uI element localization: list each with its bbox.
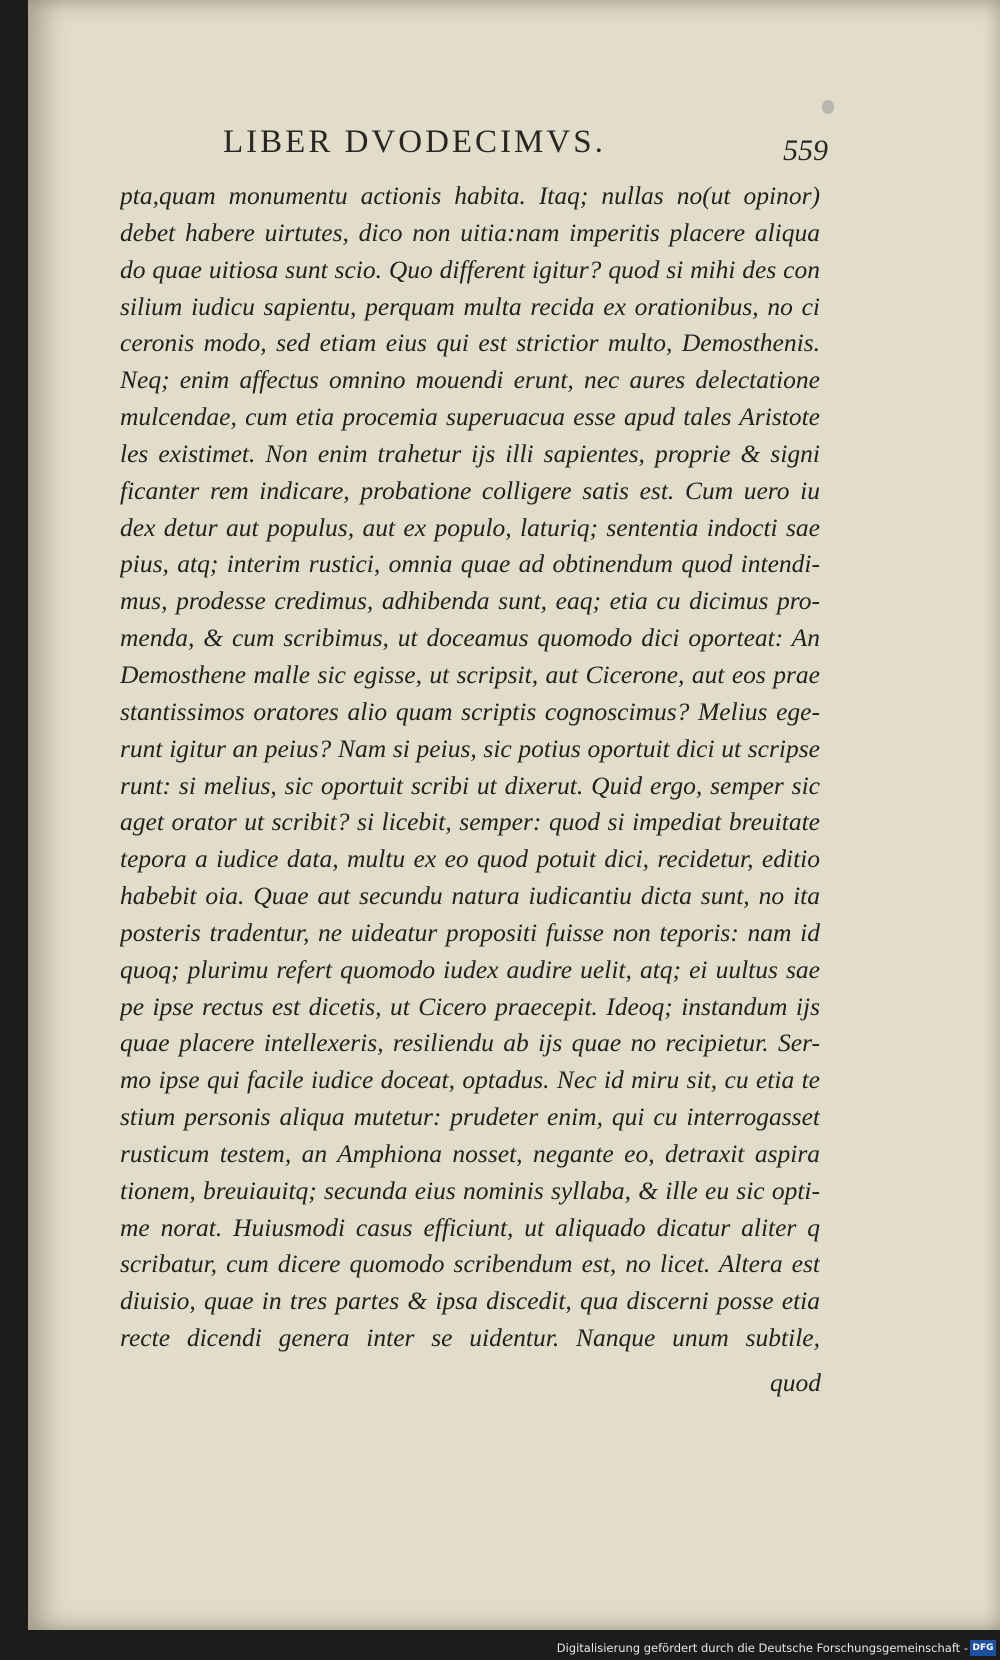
text-line: Neq; enim affectus omnino mouendi erunt, nec aures delectatione [120,365,820,395]
text-line: scribatur, cum dicere quomodo scribendum est, no licet. Altera est [120,1249,820,1279]
body-text [120,178,820,1357]
running-head: LIBER DVODECIMVS. [223,124,606,160]
text-line: dex detur aut populus, aut ex populo, laturiq; sententia indocti sae [120,512,820,542]
text-line: posteris tradentur, ne uideatur propositi fuisse non teporis: nam id [120,917,820,947]
text-line: runt: si melius, sic oportuit scribi ut dixerut. Quid ergo, semper sic [120,770,820,800]
text-line: me norat. Huiusmodi casus efficiunt, ut aliquado dicatur aliter q [120,1212,820,1242]
text-line: rusticum testem, an Amphiona nosset, negante eo, detraxit aspira [120,1138,820,1168]
text-line: silium iudicu sapientu, perquam multa recida ex orationibus, no ci [120,291,820,321]
text-line: Demosthene malle sic egisse, ut scripsit, aut Cicerone, aut eos prae [120,659,820,689]
text-line: mus, prodesse credimus, adhibenda sunt, eaq; etia cu dicimus pro- [120,586,820,616]
text-line: mulcendae, cum etia procemia superuacua esse apud tales Aristote [120,402,820,432]
scanned-page [28,0,1000,1630]
text-line: ceronis modo, sed etiam eius qui est strictior multo, Demosthenis. [120,328,820,358]
text-line: habebit oia. Quae aut secundu natura iudicantiu dicta sunt, no ita [120,881,820,911]
text-line: quae placere intellexeris, resiliendu ab ijs quae no recipietur. Ser- [120,1028,820,1058]
paper-stain [822,100,834,114]
catchword: quod [770,1368,821,1397]
text-line: quoq; plurimu refert quomodo iudex audire uelit, atq; ei uultus sae [120,954,820,984]
text-line: tepora a iudice data, multu ex eo quod potuit dici, recidetur, editio [120,844,820,874]
text-line: aget orator ut scribit? si licebit, semper: quod si impediat breuitate [120,807,820,837]
dfg-logo: DFG [970,1640,996,1656]
text-line: pta,quam monumentu actionis habita. Itaq; nullas no(ut opinor) [120,181,820,210]
text-line: les existimet. Non enim trahetur ijs illi sapientes, proprie & signi [120,438,820,468]
text-line: menda, & cum scribimus, ut doceamus quomodo dici oporteat: An [120,623,820,653]
footer-credit: Digitalisierung gefördert durch die Deutsche Forschungsgemeinschaft - [556,1641,968,1655]
text-line: tionem, breuiauitq; secunda eius nominis syllaba, & ille eu sic opti- [120,1175,820,1205]
text-line: recte dicendi genera inter se uidentur. Nanque unum subtile, [120,1323,820,1353]
text-line: pius, atq; interim rustici, omnia quae ad obtinendum quod intendi- [120,549,820,579]
text-line: stantissimos oratores alio quam scriptis cognoscimus? Melius ege- [120,696,820,726]
text-line: ficanter rem indicare, probatione colligere satis est. Cum uero iu [120,475,820,505]
text-line: pe ipse rectus est dicetis, ut Cicero praecepit. Ideoq; instandum ijs [120,991,820,1021]
page-number: 559 [783,134,828,167]
text-line: stium personis aliqua mutetur: prudeter enim, qui cu interrogasset [120,1102,820,1132]
text-line: mo ipse qui facile iudice doceat, optadus. Nec id miru sit, cu etia te [120,1065,820,1095]
footer-bar [0,1638,1000,1660]
text-line: debet habere uirtutes, dico non uitia:nam imperitis placere aliqua [120,217,820,247]
text-line: diuisio, quae in tres partes & ipsa discedit, qua discerni posse etia [120,1286,820,1316]
text-line: runt igitur an peius? Nam si peius, sic potius oportuit dici ut scripse [120,733,820,763]
text-line: do quae uitiosa sunt scio. Quo different igitur? quod si mihi des con [120,254,820,284]
